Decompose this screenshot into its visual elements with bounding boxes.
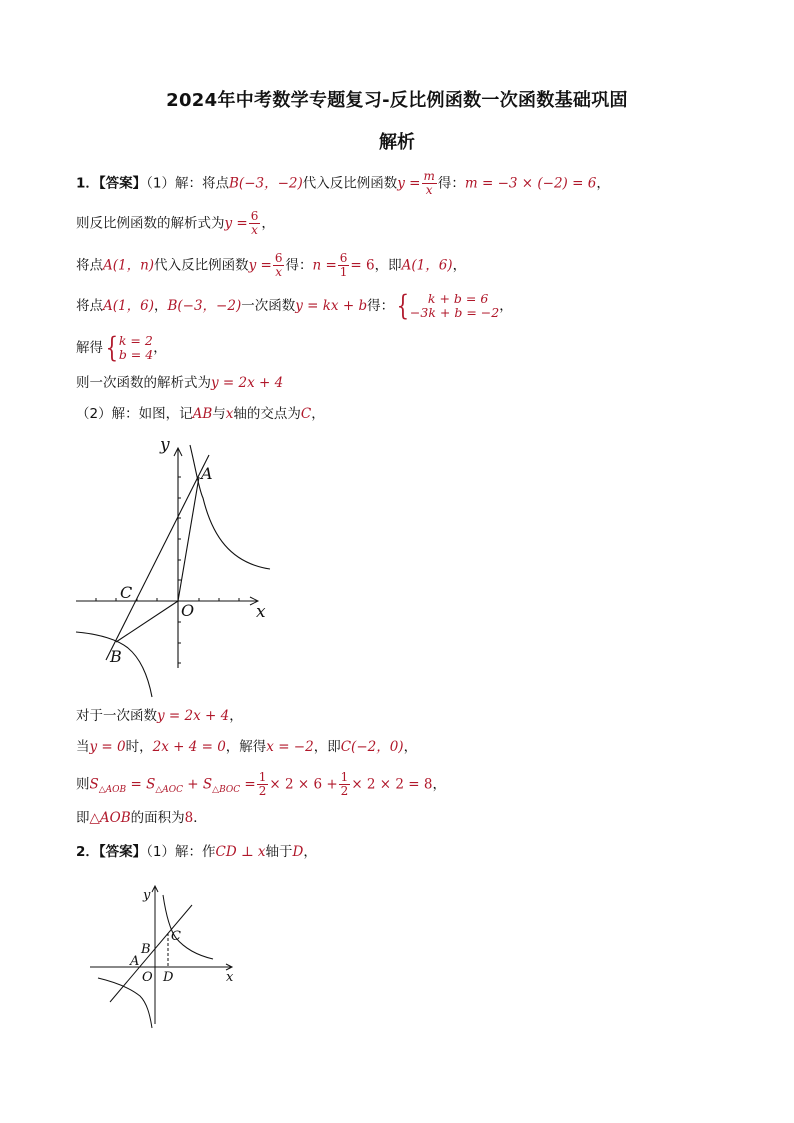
- label-b: B: [110, 647, 122, 666]
- label-a: A: [130, 954, 140, 969]
- label-x: x: [226, 970, 234, 985]
- line-ab: [106, 455, 209, 660]
- text: ，解得: [225, 739, 267, 755]
- math: S: [89, 776, 99, 793]
- q1-line-6: [76, 373, 283, 393]
- equation-system: k = 2 b = 4: [118, 333, 154, 362]
- math: = S: [126, 776, 156, 793]
- math: B(−3，−2): [229, 175, 303, 192]
- math: D: [292, 844, 304, 860]
- math: AB: [192, 406, 213, 422]
- math: y = 2x + 4: [211, 375, 284, 391]
- text: 即: [76, 810, 90, 826]
- text: 一次函数: [241, 298, 296, 314]
- math: × 2 × 6 +: [269, 776, 338, 793]
- q1-line-8: [76, 706, 243, 726]
- text: ，即: [374, 257, 402, 274]
- math: + S: [183, 776, 213, 793]
- fraction: $\frac{6}{x}$: [250, 209, 259, 237]
- math: = 6: [350, 257, 375, 274]
- math: △AOB: [98, 785, 127, 796]
- math: y = kx + b: [295, 298, 368, 314]
- text: ，: [499, 298, 513, 314]
- text: ，: [452, 257, 467, 274]
- text: 代入反比例函数: [302, 175, 398, 192]
- text: （2）解：如图，记: [76, 406, 193, 422]
- q1-line-1: [76, 170, 610, 197]
- q1-line-4: [76, 289, 513, 322]
- math: △AOB: [89, 810, 131, 826]
- equation-system: k + b = 6 −3k + b = −2: [409, 291, 500, 320]
- fraction: $\frac{6}{x}$: [274, 251, 283, 279]
- text: 将点: [76, 257, 103, 274]
- text: 则反比例函数的解析式为: [76, 215, 225, 232]
- text: ，: [153, 340, 167, 356]
- text: 则: [76, 776, 90, 793]
- q1-line-9: [76, 737, 417, 757]
- math: y = 0: [89, 739, 126, 755]
- hyperbola-branch-left: [98, 978, 152, 1028]
- text: ，即: [313, 739, 341, 755]
- text: 与: [212, 406, 226, 422]
- q1-line-11: [76, 808, 207, 828]
- fraction: $\frac{m}{x}$: [423, 169, 435, 197]
- math: =: [240, 776, 256, 793]
- text: ，: [261, 215, 275, 232]
- fraction: $\frac{6}{1}$: [339, 251, 348, 279]
- math: n =: [312, 257, 337, 274]
- q1-number: 1．: [76, 175, 99, 192]
- label-b: B: [141, 942, 151, 957]
- text: ，: [432, 776, 446, 793]
- math: △AOC: [155, 785, 184, 796]
- label-d: D: [163, 970, 174, 985]
- label-o: O: [181, 601, 195, 620]
- text: 得：: [367, 298, 395, 314]
- math: x = −2: [266, 739, 314, 755]
- text: 代入反比例函数: [154, 257, 249, 274]
- math: C: [300, 406, 312, 422]
- fraction: $\frac{1}{2}$: [258, 770, 267, 798]
- q1-answer-tag: 【答案】: [98, 175, 147, 192]
- text: 则一次函数的解析式为: [76, 375, 211, 391]
- figure-2-graph: [85, 880, 245, 1040]
- text: ，: [403, 739, 418, 755]
- label-x: x: [256, 602, 266, 622]
- math: y =: [397, 175, 421, 192]
- text: 当: [76, 739, 90, 755]
- text: 将点: [76, 298, 103, 314]
- text: ，: [311, 406, 325, 422]
- math: 8: [184, 810, 194, 826]
- fraction: $\frac{1}{2}$: [340, 770, 349, 798]
- math: y =: [224, 215, 248, 232]
- label-o: O: [142, 970, 153, 985]
- math: A(1，6): [401, 257, 453, 274]
- text: 对于一次函数: [76, 708, 157, 724]
- math: x: [225, 406, 234, 422]
- q2-number: 2．: [76, 844, 99, 860]
- q2-line-1: [76, 842, 317, 862]
- q1-line-7: [76, 404, 325, 424]
- q1-line-3: [76, 252, 466, 279]
- text: 得：: [285, 257, 313, 274]
- text: ，: [153, 298, 168, 314]
- text: ，: [303, 844, 317, 860]
- text: （1）解：作: [146, 844, 216, 860]
- text: （1）解：将点: [146, 175, 229, 192]
- math: C(−2，0): [340, 739, 404, 755]
- math: 2x + 4 = 0: [152, 739, 226, 755]
- math: A(1，n): [103, 257, 155, 274]
- q1-line-10: [76, 771, 446, 800]
- math: y = 2x + 4: [157, 708, 230, 724]
- q1-line-5: [76, 331, 167, 364]
- text: ，: [229, 708, 243, 724]
- math: △BOC: [212, 785, 241, 796]
- label-c: C: [171, 929, 181, 944]
- text: 轴的交点为: [233, 406, 301, 422]
- text: 时，: [125, 739, 153, 755]
- text: ，: [596, 175, 610, 192]
- hyperbola-branch-right: [163, 895, 213, 959]
- text: 的面积为: [130, 810, 185, 826]
- page-subtitle: 解析: [379, 132, 415, 153]
- text: 轴于: [265, 844, 293, 860]
- math: × 2 × 2 = 8: [351, 776, 433, 793]
- page-title: 2024年中考数学专题复习-反比例函数一次函数基础巩固: [166, 90, 628, 111]
- label-c: C: [120, 583, 133, 602]
- brace: {: [105, 331, 119, 364]
- math: A(1，6): [103, 298, 154, 314]
- figure-1-graph: [70, 432, 280, 702]
- brace: {: [396, 289, 410, 322]
- text: ．: [193, 810, 207, 826]
- q1-line-2: [76, 210, 275, 237]
- math: y =: [248, 257, 272, 274]
- text: 解得: [76, 340, 103, 356]
- math: B(−3，−2): [167, 298, 242, 314]
- label-y: y: [143, 888, 151, 903]
- text: 得：: [437, 175, 465, 192]
- line-abc: [110, 905, 192, 1002]
- label-a: A: [201, 464, 213, 483]
- math: CD ⊥ x: [215, 844, 266, 860]
- math: m = −3 × (−2) = 6: [464, 175, 597, 192]
- q2-answer-tag: 【答案】: [98, 844, 147, 860]
- label-y: y: [160, 435, 170, 455]
